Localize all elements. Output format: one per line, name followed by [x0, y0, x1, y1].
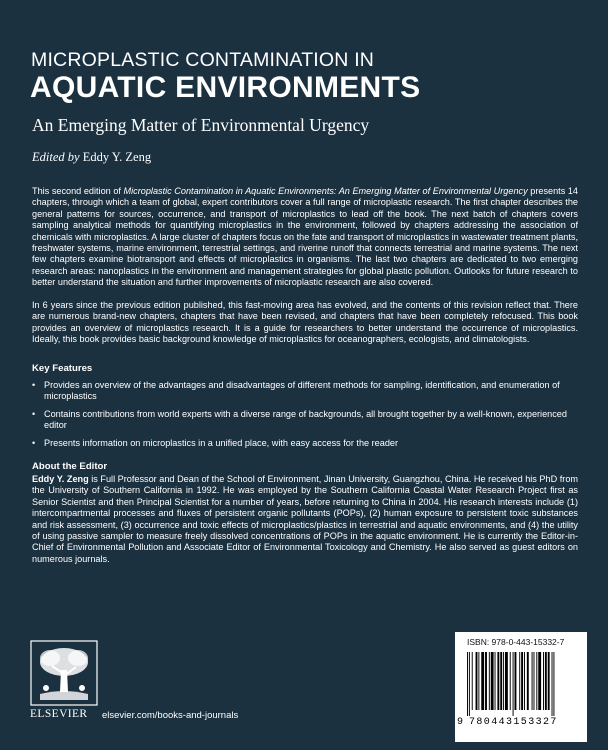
editor-name: Eddy Y. Zeng — [82, 150, 152, 164]
about-editor-name: Eddy Y. Zeng — [32, 474, 89, 484]
bullet-icon: • — [32, 408, 36, 419]
title-line-1: MICROPLASTIC CONTAMINATION IN — [31, 49, 375, 71]
barcode-bar — [489, 652, 490, 710]
barcode-number: 780443153327 — [469, 717, 558, 728]
edited-by-label: Edited by — [32, 150, 80, 164]
barcode-bar — [548, 652, 550, 710]
barcode-bar — [536, 652, 537, 710]
barcode-bar — [469, 652, 470, 716]
barcode-bar — [467, 652, 468, 716]
bullet-icon: • — [32, 380, 36, 390]
elsevier-tree-icon-svg — [30, 640, 98, 706]
barcode-bar — [495, 652, 496, 710]
about-editor-paragraph — [32, 474, 578, 565]
barcode-bar — [545, 652, 547, 710]
bullet-icon: • — [32, 437, 36, 448]
list-item — [32, 438, 578, 449]
barcode-bar — [538, 652, 541, 710]
barcode-first-digit: 9 — [457, 717, 464, 728]
description-paragraph-1 — [32, 186, 578, 289]
barcode-bar — [481, 652, 484, 710]
description-paragraph-2: In 6 years since the previous edition published, this fast-moving area has evolved, and the contents of this revision reflect that. There are numerous brand-new chapters, chapters that have been revised, and chapters that have been completely refocused. This book provides an overview of microplastics research. It is a guide for researchers to better understand the occurrence of microplastics. Ideally, this book provides basic background knowledge of microplastics for oceanographers, ecologists, and climatologists. — [32, 300, 578, 345]
publisher-website[interactable]: elsevier.com/books-and-journals — [102, 710, 239, 721]
barcode — [465, 652, 577, 716]
key-feature-text: Presents information on microplastics in a unified place, with easy access for the reader — [44, 437, 399, 448]
key-feature-text: Contains contributions from world experts with a diverse range of backgrounds, all brought together by a well-known, experienced editor — [44, 408, 567, 431]
about-editor-text: is Full Professor and Dean of the School of Environment, Jinan University, Guangzhou, China. He received his PhD from the University of Southern California in 1992. He was employed by the Southern California Coastal Water Research Project first as Senior Scientist and then Principal Scientist for a number of years, before returning to China in 2004. His research interests include (1) intercompartmental processes and fluxes of persistent organic pollutants (POPs), (2) human exposure to persistent toxic substances and risk assessment, (3) occurrence and toxic effects of microplastics/plastics in terrestrial and aquatic environments, and (4) the utility of using passive sampler to measure freely dissolved concentrations of POPs in the aquatic environment. He is currently the Editor-in-Chief of Environmental Pollution and Associate Editor of Environmental Toxicology and Chemistry. He also served as guest editors on numerous journals. — [32, 474, 578, 564]
title-line-2: AQUATIC ENVIRONMENTS — [30, 71, 421, 104]
description-p1-start: This second edition of — [32, 186, 124, 196]
barcode-bar — [521, 652, 523, 710]
barcode-bar — [478, 652, 479, 710]
barcode-bar — [552, 652, 553, 716]
barcode-bar — [527, 652, 529, 710]
subtitle: An Emerging Matter of Environmental Urgency — [32, 115, 370, 135]
barcode-bar — [476, 652, 478, 710]
barcode-bar — [503, 652, 504, 710]
key-features-heading: Key Features — [32, 363, 93, 374]
about-editor-heading: About the Editor — [32, 461, 108, 472]
key-feature-text: Provides an overview of the advantages and disadvantages of different methods for sampling, identification, and enumeration of microplastics — [44, 380, 560, 402]
list-item — [32, 409, 578, 432]
barcode-bar — [534, 652, 535, 710]
barcode-bar — [472, 652, 473, 710]
key-features-list — [32, 380, 578, 455]
barcode-bar — [515, 652, 517, 710]
barcode-bar — [553, 652, 554, 716]
barcode-bar — [513, 652, 514, 716]
isbn-text: ISBN: 978-0-443-15332-7 — [467, 637, 565, 647]
barcode-bar — [519, 652, 520, 710]
barcode-bar — [510, 652, 511, 710]
publisher-name: ELSEVIER — [30, 708, 88, 720]
barcode-bar — [532, 652, 533, 710]
book-title-italic: Microplastic Contamination in Aquatic Environments: An Emerging Matter of Environmental Urgency — [123, 186, 528, 196]
barcode-bar — [524, 652, 525, 710]
barcode-bar — [497, 652, 499, 710]
barcode-bar — [485, 652, 487, 710]
barcode-bar — [491, 652, 494, 710]
editor-line — [32, 150, 151, 165]
description-p1-end: presents 14 chapters, through which a team of global, expert contributors cover a full range of microplastic research. The first chapter describes the general patterns for sources, occurrence, and transport of microplastics to lead off the book. The next batch of chapters covers sampling analytical methods for quantifying microplastics in the environment, followed by chapters addressing the association of chemicals with microplastics. A large cluster of chapters focus on the fate and transport of microplastics in wastewater treatment plants, freshwater systems, marine environment, terrestrial settings, and riverine runoff that connects terrestrial and marine systems. The next few chapters examine biotransport and effects of microplastics in organisms. The last two chapters are dedicated to two emerging research areas: nanoplastics in the environment and management strategies for global plastic pollution. Outlooks for future research to better understand the situation and further improvements of microplastic research are also covered. — [32, 186, 579, 288]
barcode-bar — [500, 652, 502, 710]
barcode-panel — [455, 632, 587, 742]
barcode-bar — [505, 652, 508, 710]
list-item — [32, 380, 578, 403]
barcode-bar — [543, 652, 544, 710]
